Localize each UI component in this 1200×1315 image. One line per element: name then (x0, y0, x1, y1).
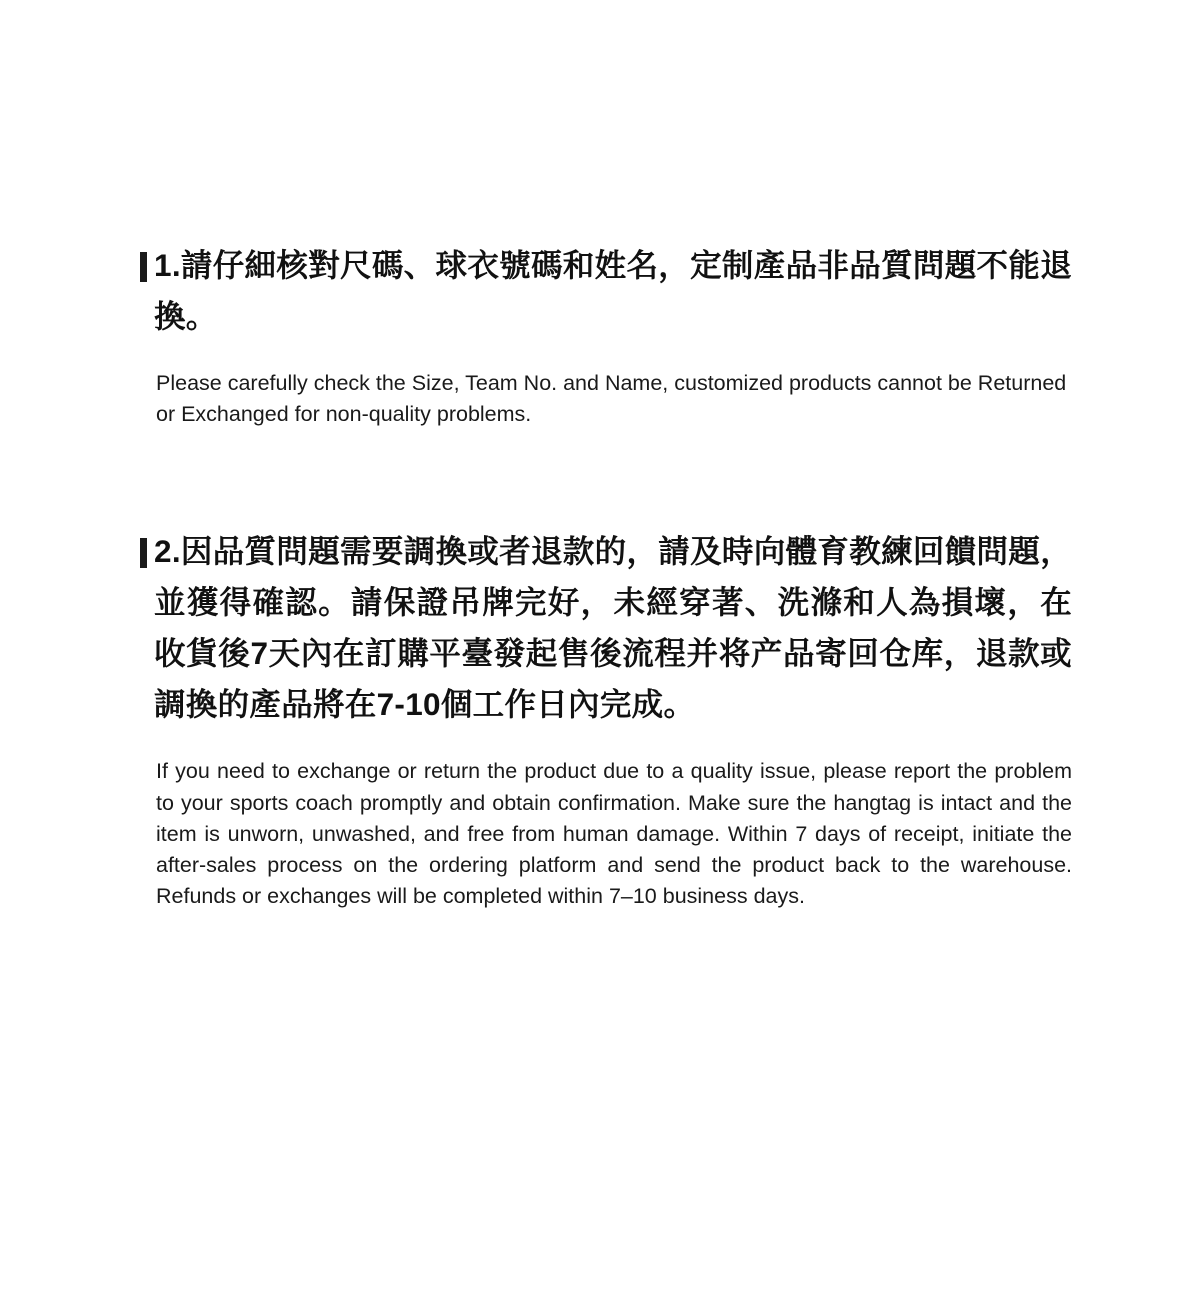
section-heading: 2.因品質問題需要調換或者退款的，請及時向體育教練回饋問題，並獲得確認。請保證吊牌完好，未經穿著、洗滌和人為損壞，在收貨後7天內在訂購平臺發起售後流程并将产品寄回仓库，退款或調換的產品將在7-10個工作日內完成。 (154, 533, 1072, 723)
policy-section-quality-exchange (140, 526, 1072, 912)
accent-bar-icon (140, 538, 147, 568)
heading-row (140, 526, 1072, 730)
section-body-text: If you need to exchange or return the product due to a quality issue, please report the problem to your sports coach promptly and obtain confirmation. Make sure the hangtag is intact and the item is unworn, unwashed, and free from human damage. Within 7 days of receipt, initiate the after-sales process on the ordering platform and send the product back to the warehouse. Refunds or exchanges will be completed within 7–10 business days. (156, 759, 1072, 909)
heading-row (140, 240, 1072, 342)
policy-section-size-check (140, 240, 1072, 430)
section-heading: 1.請仔細核對尺碼、球衣號碼和姓名，定制產品非品質問題不能退換。 (154, 247, 1072, 335)
section-body-text: Please carefully check the Size, Team No. and Name, customized products cannot be Returned or Exchanged for non-quality problems. (156, 371, 1067, 427)
section-spacer (140, 470, 1072, 526)
accent-bar-icon (140, 252, 147, 282)
